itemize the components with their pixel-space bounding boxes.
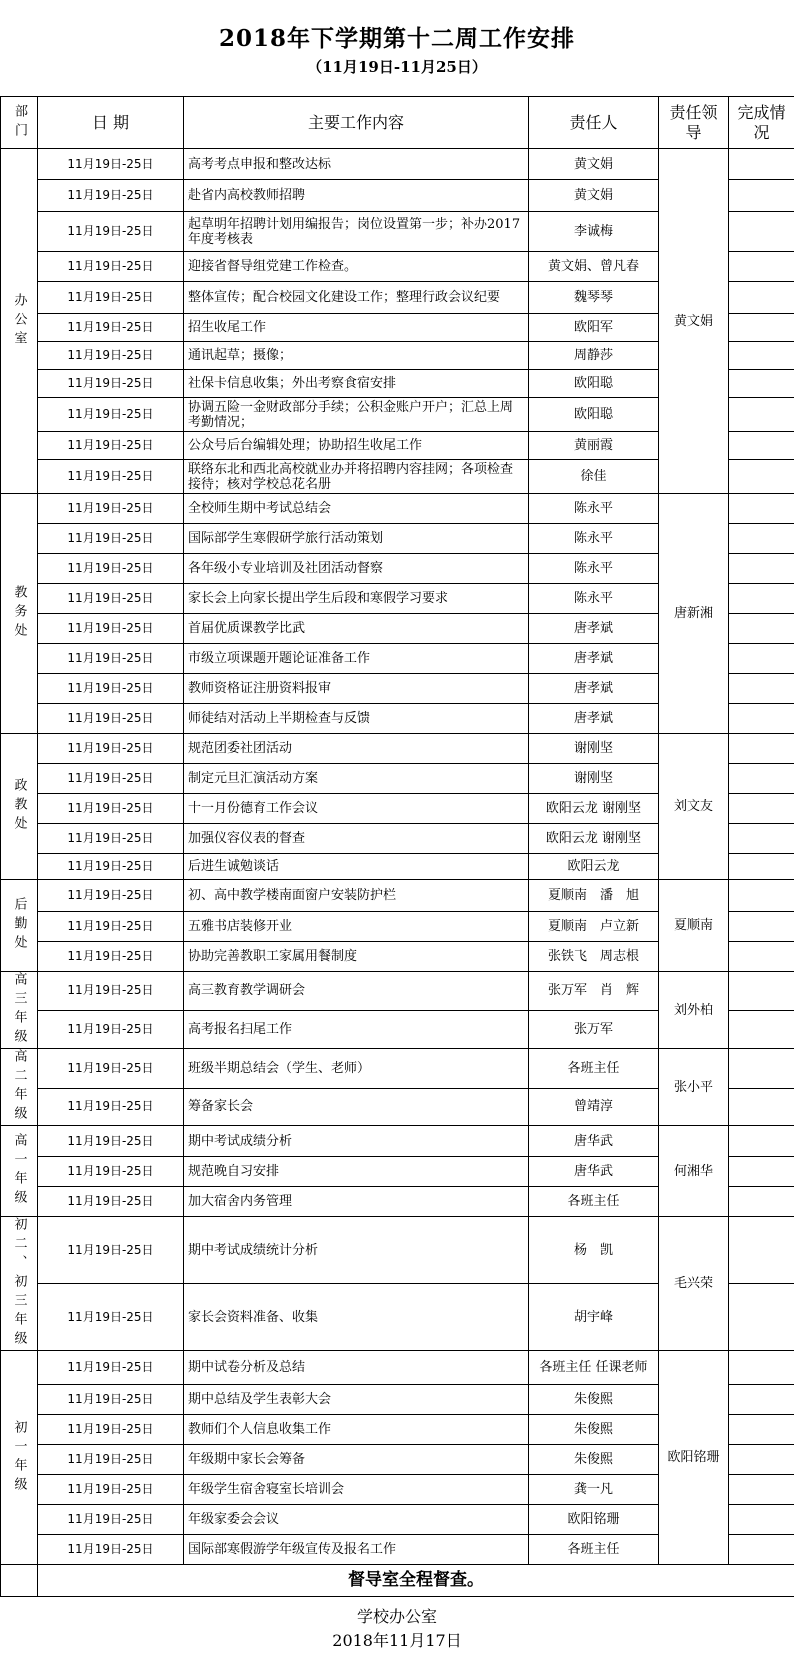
task-cell: 年级期中家长会筹备: [184, 1445, 529, 1475]
person-cell: 龚一凡: [529, 1475, 659, 1505]
table-row: [1, 880, 794, 912]
header-leader: 责任领导: [659, 97, 729, 149]
schedule-table: [0, 96, 794, 1597]
status-cell: [729, 942, 794, 972]
date-cell: 11月19日-25日: [38, 972, 184, 1011]
leader-cell: 何湘华: [659, 1126, 729, 1217]
date-cell: 11月19日-25日: [38, 1475, 184, 1505]
status-cell: [729, 1385, 794, 1415]
person-cell: 各班主任: [529, 1187, 659, 1217]
leader-cell: 欧阳铭珊: [659, 1351, 729, 1565]
status-cell: [729, 554, 794, 584]
person-cell: 各班主任 任课老师: [529, 1351, 659, 1385]
person-cell: 徐佳: [529, 460, 659, 494]
person-cell: 陈永平: [529, 584, 659, 614]
person-cell: 唐华武: [529, 1126, 659, 1157]
header-status: 完成情况: [729, 97, 794, 149]
person-cell: 陈永平: [529, 494, 659, 524]
date-cell: 11月19日-25日: [38, 1535, 184, 1565]
person-cell: 欧阳聪: [529, 398, 659, 432]
date-cell: 11月19日-25日: [38, 460, 184, 494]
task-cell: 联络东北和西北高校就业办并将招聘内容挂网；各项检查接待；核对学校总花名册: [184, 460, 529, 494]
date-cell: 11月19日-25日: [38, 252, 184, 282]
person-cell: 唐孝斌: [529, 644, 659, 674]
status-cell: [729, 1010, 794, 1049]
task-cell: 首届优质课教学比武: [184, 614, 529, 644]
person-cell: 张万军: [529, 1010, 659, 1049]
status-cell: [729, 370, 794, 398]
status-cell: [729, 1049, 794, 1089]
header-dept: 部门: [1, 97, 38, 149]
status-cell: [729, 734, 794, 764]
task-cell: 加大宿舍内务管理: [184, 1187, 529, 1217]
table-body: [1, 149, 794, 1597]
status-cell: [729, 764, 794, 794]
person-cell: 黄文娟: [529, 180, 659, 212]
status-cell: [729, 314, 794, 342]
task-cell: 国际部寒假游学年级宣传及报名工作: [184, 1535, 529, 1565]
date-cell: 11月19日-25日: [38, 1385, 184, 1415]
status-cell: [729, 972, 794, 1011]
person-cell: 陈永平: [529, 554, 659, 584]
date-cell: 11月19日-25日: [38, 524, 184, 554]
status-cell: [729, 1284, 794, 1351]
status-cell: [729, 398, 794, 432]
task-cell: 年级家委会会议: [184, 1505, 529, 1535]
date-cell: 11月19日-25日: [38, 614, 184, 644]
person-cell: 朱俊熙: [529, 1445, 659, 1475]
status-cell: [729, 524, 794, 554]
date-cell: 11月19日-25日: [38, 432, 184, 460]
leader-cell: 黄文娟: [659, 149, 729, 494]
task-cell: 全校师生期中考试总结会: [184, 494, 529, 524]
person-cell: 欧阳铭珊: [529, 1505, 659, 1535]
task-cell: 班级半期总结会（学生、老师）: [184, 1049, 529, 1089]
department-cell: 后勤处: [1, 880, 38, 972]
task-cell: 社保卡信息收集；外出考察食宿安排: [184, 370, 529, 398]
status-cell: [729, 149, 794, 180]
date-cell: 11月19日-25日: [38, 282, 184, 314]
task-cell: 整体宣传；配合校园文化建设工作；整理行政会议纪要: [184, 282, 529, 314]
person-cell: 唐孝斌: [529, 674, 659, 704]
date-cell: 11月19日-25日: [38, 1126, 184, 1157]
person-cell: 谢刚坚: [529, 734, 659, 764]
status-cell: [729, 342, 794, 370]
status-cell: [729, 1415, 794, 1445]
person-cell: 张万军 肖 辉: [529, 972, 659, 1011]
status-cell: [729, 1505, 794, 1535]
date-cell: 11月19日-25日: [38, 854, 184, 880]
footer-office: 学校办公室: [356, 1607, 437, 1626]
department-cell: 教务处: [1, 494, 38, 734]
task-cell: 规范晚自习安排: [184, 1157, 529, 1187]
task-cell: 高三教育教学调研会: [184, 972, 529, 1011]
status-cell: [729, 704, 794, 734]
leader-cell: 唐新湘: [659, 494, 729, 734]
status-cell: [729, 1351, 794, 1385]
task-cell: 后进生诚勉谈话: [184, 854, 529, 880]
task-cell: 十一月份德育工作会议: [184, 794, 529, 824]
date-cell: 11月19日-25日: [38, 704, 184, 734]
date-cell: 11月19日-25日: [38, 644, 184, 674]
task-cell: 招生收尾工作: [184, 314, 529, 342]
person-cell: 各班主任: [529, 1049, 659, 1089]
status-cell: [729, 212, 794, 252]
status-cell: [729, 644, 794, 674]
status-cell: [729, 824, 794, 854]
status-cell: [729, 912, 794, 942]
task-cell: 期中试卷分析及总结: [184, 1351, 529, 1385]
date-cell: 11月19日-25日: [38, 794, 184, 824]
table-row: [1, 494, 794, 524]
person-cell: 各班主任: [529, 1535, 659, 1565]
date-cell: 11月19日-25日: [38, 1157, 184, 1187]
status-cell: [729, 880, 794, 912]
status-cell: [729, 460, 794, 494]
task-cell: 教师资格证注册资料报审: [184, 674, 529, 704]
person-cell: 黄文娟: [529, 149, 659, 180]
leader-cell: 夏顺南: [659, 880, 729, 972]
status-cell: [729, 1088, 794, 1125]
task-cell: 通讯起草；摄像；: [184, 342, 529, 370]
person-cell: 欧阳云龙: [529, 854, 659, 880]
person-cell: 唐孝斌: [529, 704, 659, 734]
date-cell: 11月19日-25日: [38, 1445, 184, 1475]
date-cell: 11月19日-25日: [38, 880, 184, 912]
date-cell: 11月19日-25日: [38, 1088, 184, 1125]
status-cell: [729, 1535, 794, 1565]
supervision-note: 督导室全程督查。: [38, 1565, 794, 1597]
date-cell: 11月19日-25日: [38, 1217, 184, 1284]
note-empty-cell: [1, 1565, 38, 1597]
person-cell: 夏顺南 卢立新: [529, 912, 659, 942]
task-cell: 年级学生宿舍寝室长培训会: [184, 1475, 529, 1505]
status-cell: [729, 1475, 794, 1505]
status-cell: [729, 1157, 794, 1187]
department-cell: 高一年级: [1, 1126, 38, 1217]
task-cell: 筹备家长会: [184, 1088, 529, 1125]
task-cell: 公众号后台编辑处理；协助招生收尾工作: [184, 432, 529, 460]
task-cell: 期中考试成绩统计分析: [184, 1217, 529, 1284]
date-cell: 11月19日-25日: [38, 942, 184, 972]
status-cell: [729, 794, 794, 824]
date-cell: 11月19日-25日: [38, 212, 184, 252]
task-cell: 国际部学生寒假研学旅行活动策划: [184, 524, 529, 554]
note-row: [1, 1565, 794, 1597]
task-cell: 高考考点申报和整改达标: [184, 149, 529, 180]
person-cell: 欧阳军: [529, 314, 659, 342]
status-cell: [729, 180, 794, 212]
header-person: 责任人: [529, 97, 659, 149]
task-cell: 协助完善教职工家属用餐制度: [184, 942, 529, 972]
table-row: [1, 149, 794, 180]
date-cell: 11月19日-25日: [38, 398, 184, 432]
task-cell: 赴省内高校教师招聘: [184, 180, 529, 212]
date-cell: 11月19日-25日: [38, 1187, 184, 1217]
leader-cell: 毛兴荣: [659, 1217, 729, 1351]
date-cell: 11月19日-25日: [38, 342, 184, 370]
person-cell: 陈永平: [529, 524, 659, 554]
status-cell: [729, 252, 794, 282]
task-cell: 五雅书店装修开业: [184, 912, 529, 942]
person-cell: 朱俊熙: [529, 1385, 659, 1415]
department-cell: 办公室: [1, 149, 38, 494]
leader-cell: 刘外柏: [659, 972, 729, 1049]
person-cell: 唐孝斌: [529, 614, 659, 644]
person-cell: 欧阳云龙 谢刚坚: [529, 824, 659, 854]
table-row: [1, 1351, 794, 1385]
date-cell: 11月19日-25日: [38, 912, 184, 942]
table-header-row: [1, 97, 794, 149]
task-cell: 期中考试成绩分析: [184, 1126, 529, 1157]
status-cell: [729, 614, 794, 644]
person-cell: 魏琴琴: [529, 282, 659, 314]
date-cell: 11月19日-25日: [38, 314, 184, 342]
department-cell: 高二年级: [1, 1049, 38, 1126]
task-cell: 高考报名扫尾工作: [184, 1010, 529, 1049]
date-cell: 11月19日-25日: [38, 554, 184, 584]
date-cell: 11月19日-25日: [38, 370, 184, 398]
status-cell: [729, 282, 794, 314]
person-cell: 胡宇峰: [529, 1284, 659, 1351]
footer-date: 2018年11月17日: [332, 1631, 462, 1650]
person-cell: 谢刚坚: [529, 764, 659, 794]
status-cell: [729, 494, 794, 524]
person-cell: 唐华武: [529, 1157, 659, 1187]
department-cell: 高三年级: [1, 972, 38, 1049]
person-cell: 欧阳云龙 谢刚坚: [529, 794, 659, 824]
task-cell: 协调五险一金财政部分手续；公积金账户开户；汇总上周考勤情况；: [184, 398, 529, 432]
task-cell: 制定元旦汇演活动方案: [184, 764, 529, 794]
date-cell: 11月19日-25日: [38, 734, 184, 764]
leader-cell: 刘文友: [659, 734, 729, 880]
header-date: 日 期: [38, 97, 184, 149]
status-cell: [729, 584, 794, 614]
date-cell: 11月19日-25日: [38, 1049, 184, 1089]
person-cell: 黄文娟、曾凡春: [529, 252, 659, 282]
person-cell: 李诚梅: [529, 212, 659, 252]
status-cell: [729, 432, 794, 460]
document-subtitle: （11月19日-11月25日）: [307, 58, 487, 76]
department-cell: 政教处: [1, 734, 38, 880]
task-cell: 规范团委社团活动: [184, 734, 529, 764]
task-cell: 期中总结及学生表彰大会: [184, 1385, 529, 1415]
date-cell: 11月19日-25日: [38, 1010, 184, 1049]
person-cell: 朱俊熙: [529, 1415, 659, 1445]
date-cell: 11月19日-25日: [38, 1505, 184, 1535]
leader-cell: 张小平: [659, 1049, 729, 1126]
table-row: [1, 1217, 794, 1284]
department-cell: 初二、初三年级: [1, 1217, 38, 1351]
person-cell: 张铁飞 周志根: [529, 942, 659, 972]
date-cell: 11月19日-25日: [38, 1284, 184, 1351]
task-cell: 加强仪容仪表的督查: [184, 824, 529, 854]
table-row: [1, 1049, 794, 1089]
date-cell: 11月19日-25日: [38, 494, 184, 524]
person-cell: 夏顺南 潘 旭: [529, 880, 659, 912]
task-cell: 初、高中教学楼南面窗户安装防护栏: [184, 880, 529, 912]
task-cell: 市级立项课题开题论证准备工作: [184, 644, 529, 674]
table-row: [1, 972, 794, 1011]
table-row: [1, 1126, 794, 1157]
person-cell: 曾靖淳: [529, 1088, 659, 1125]
date-cell: 11月19日-25日: [38, 674, 184, 704]
task-cell: 师徒结对活动上半期检查与反馈: [184, 704, 529, 734]
date-cell: 11月19日-25日: [38, 1415, 184, 1445]
person-cell: 周静莎: [529, 342, 659, 370]
document-title: 2018年下学期第十二周工作安排: [218, 25, 575, 52]
status-cell: [729, 1445, 794, 1475]
status-cell: [729, 1126, 794, 1157]
department-cell: 初一年级: [1, 1351, 38, 1565]
header-task: 主要工作内容: [184, 97, 529, 149]
person-cell: 杨 凯: [529, 1217, 659, 1284]
task-cell: 教师们个人信息收集工作: [184, 1415, 529, 1445]
status-cell: [729, 1217, 794, 1284]
task-cell: 迎接省督导组党建工作检查。: [184, 252, 529, 282]
task-cell: 起草明年招聘计划用编报告；岗位设置第一步；补办2017年度考核表: [184, 212, 529, 252]
date-cell: 11月19日-25日: [38, 1351, 184, 1385]
person-cell: 欧阳聪: [529, 370, 659, 398]
date-cell: 11月19日-25日: [38, 180, 184, 212]
status-cell: [729, 854, 794, 880]
task-cell: 各年级小专业培训及社团活动督察: [184, 554, 529, 584]
person-cell: 黄丽霞: [529, 432, 659, 460]
task-cell: 家长会资料准备、收集: [184, 1284, 529, 1351]
status-cell: [729, 1187, 794, 1217]
task-cell: 家长会上向家长提出学生后段和寒假学习要求: [184, 584, 529, 614]
status-cell: [729, 674, 794, 704]
date-cell: 11月19日-25日: [38, 584, 184, 614]
date-cell: 11月19日-25日: [38, 764, 184, 794]
date-cell: 11月19日-25日: [38, 149, 184, 180]
table-row: [1, 734, 794, 764]
date-cell: 11月19日-25日: [38, 824, 184, 854]
